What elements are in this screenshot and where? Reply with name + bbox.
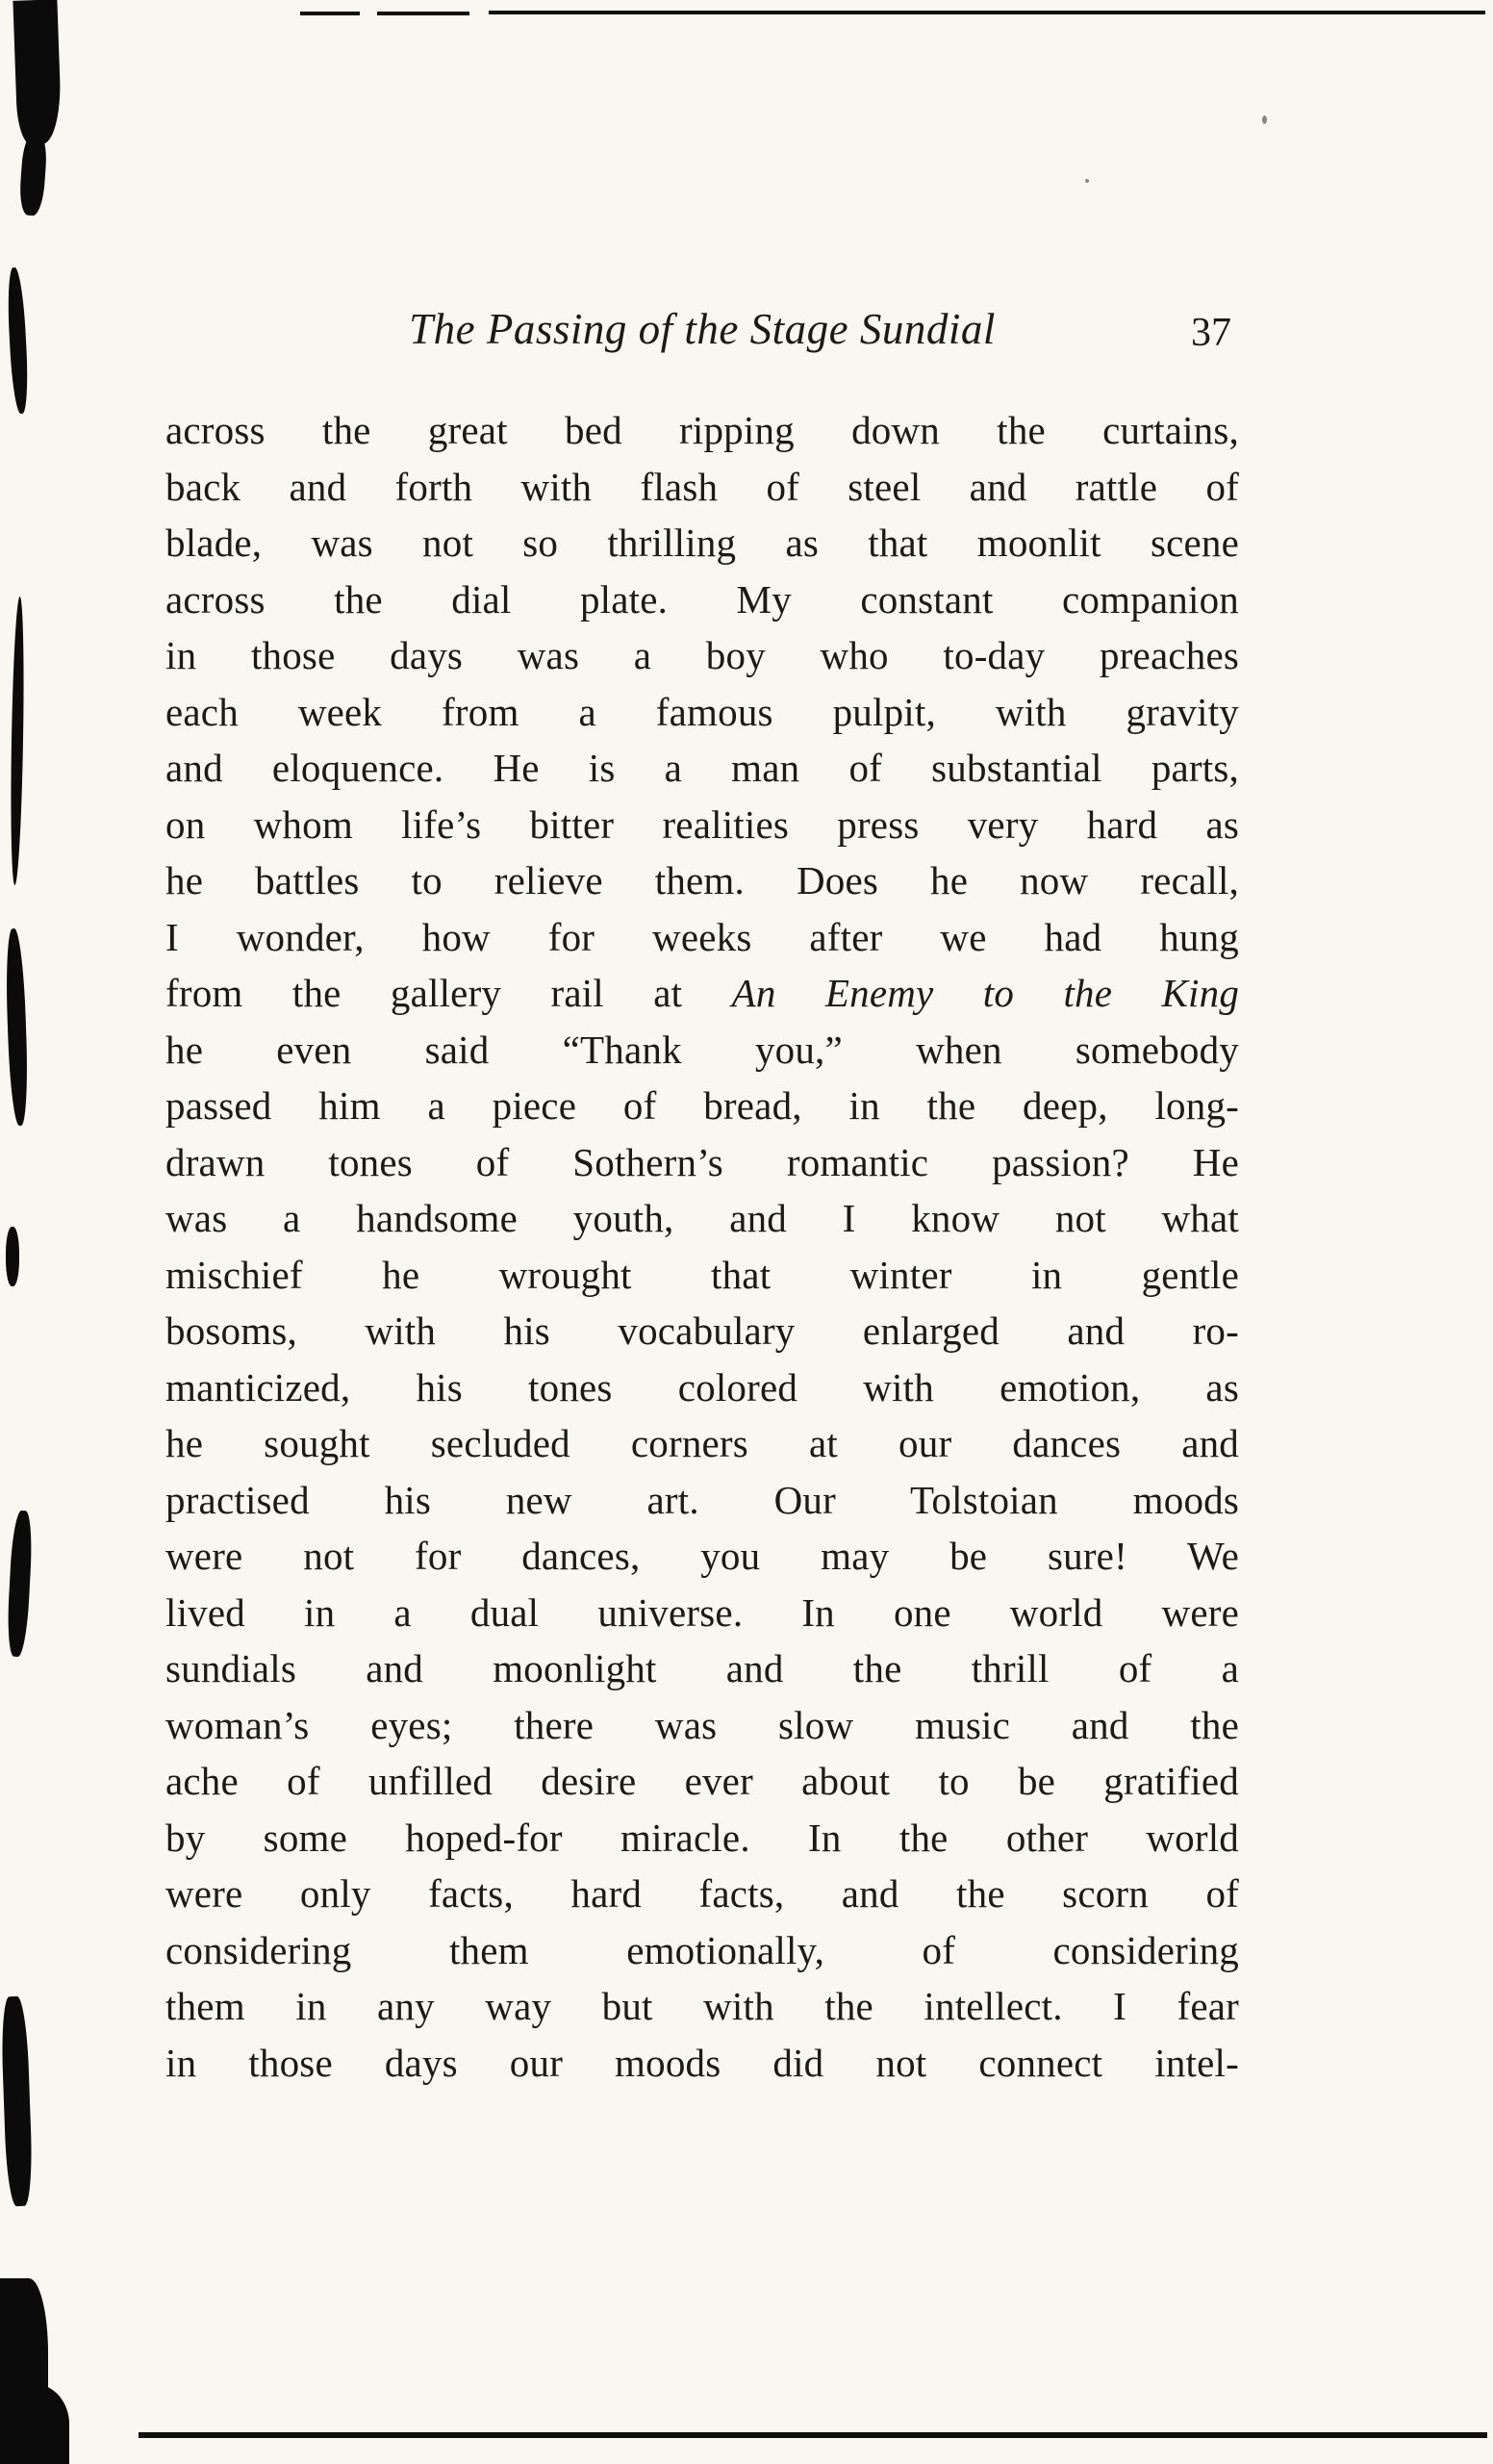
text-line: them in any way but with the intellect. I fear xyxy=(165,1984,1239,2028)
text-line: across the great bed ripping down the curtains, xyxy=(165,408,1239,452)
text-line xyxy=(165,965,1239,1022)
text-line: he battles to relieve them. Does he now recall, xyxy=(165,858,1239,902)
scan-artifact-blob xyxy=(18,132,48,216)
text-line: in those days our moods did not connect intel- xyxy=(165,2040,1239,2085)
book-title-italic: An Enemy to the King xyxy=(731,971,1239,1015)
scan-artifact-blob xyxy=(6,267,30,415)
text-line: was a handsome youth, and I know not what xyxy=(165,1196,1239,1240)
text-line: mischief he wrought that winter in gentle xyxy=(165,1252,1239,1297)
text-line: woman’s eyes; there was slow music and the xyxy=(165,1702,1239,1747)
scan-artifact-blob xyxy=(13,0,62,145)
scan-edge-line-bottom xyxy=(139,2432,1487,2438)
text-block xyxy=(165,300,1239,2091)
scan-edge-line-top xyxy=(489,11,1485,14)
text-line: ache of unfilled desire ever about to be gratified xyxy=(165,1759,1239,1803)
text-line: across the dial plate. My constant companion xyxy=(165,576,1239,622)
page-number: 37 xyxy=(1191,311,1231,355)
body-paragraph xyxy=(165,402,1239,2091)
text-line: each week from a famous pulpit, with gravity xyxy=(165,689,1239,734)
scan-artifact-blob xyxy=(4,928,29,1127)
text-line: in those days was a boy who to-day preaches xyxy=(165,633,1239,677)
text-line: bosoms, with his vocabulary enlarged and ro- xyxy=(165,1308,1239,1353)
text-line: and eloquence. He is a man of substantial parts, xyxy=(165,746,1239,790)
scan-artifact-blob xyxy=(6,1511,34,1658)
running-header xyxy=(165,300,1239,360)
scan-artifact-blob xyxy=(9,597,25,885)
text-line: he even said “Thank you,” when somebody xyxy=(165,1027,1239,1072)
scan-speck xyxy=(1262,115,1267,124)
text-line: manticized, his tones colored with emotion, as xyxy=(165,1364,1239,1410)
scan-speck xyxy=(1085,179,1089,183)
text-line: drawn tones of Sothern’s romantic passion? He xyxy=(165,1139,1239,1184)
text-line: blade, was not so thrilling as that moonlit scene xyxy=(165,521,1239,565)
text-line: passed him a piece of bread, in the deep, long- xyxy=(165,1083,1239,1128)
text-line: I wonder, how for weeks after we had hung xyxy=(165,914,1239,959)
scan-artifact-blob xyxy=(6,1227,19,1286)
text-line: on whom life’s bitter realities press very hard as xyxy=(165,801,1239,847)
scan-edge-line-top xyxy=(377,12,469,15)
text-line: considering them emotionally, of considering xyxy=(165,1927,1239,1972)
scan-edge-line-top xyxy=(300,12,360,15)
scan-artifact-blob xyxy=(0,1996,34,2207)
scan-artifact-blob xyxy=(0,2384,69,2464)
text-line: by some hoped-for miracle. In the other world xyxy=(165,1815,1239,1860)
text-line: back and forth with flash of steel and rattle of xyxy=(165,464,1239,509)
running-header-title: The Passing of the Stage Sundial xyxy=(409,305,996,353)
text-line: were only facts, hard facts, and the scorn of xyxy=(165,1871,1239,1916)
text-line: sundials and moonlight and the thrill of a xyxy=(165,1646,1239,1690)
text-line: were not for dances, you may be sure! We xyxy=(165,1534,1239,1578)
text-line: lived in a dual universe. In one world were xyxy=(165,1589,1239,1635)
text-line: he sought secluded corners at our dances and xyxy=(165,1421,1239,1465)
text-line: practised his new art. Our Tolstoian moods xyxy=(165,1477,1239,1522)
text-run: from the gallery rail at xyxy=(165,971,683,1015)
